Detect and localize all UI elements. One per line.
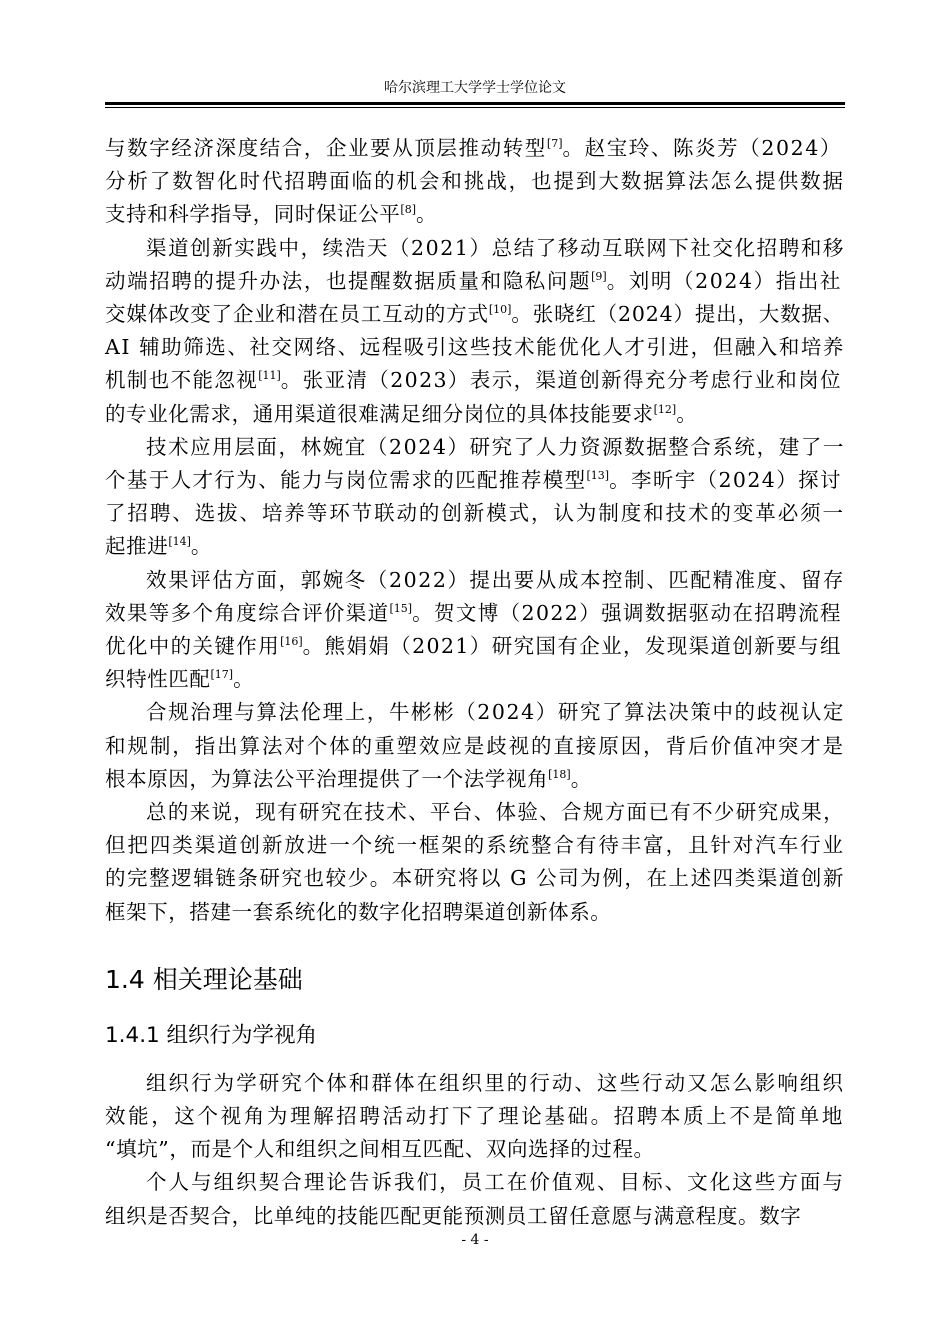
text-line [105, 730, 845, 763]
citation-ref: [13] [586, 469, 610, 483]
text-line [105, 398, 845, 431]
citation-ref: [7] [546, 137, 563, 150]
line-text: 组织是否契合，比单纯的技能匹配更能预测员工留任意愿与满意程度。数字 [105, 1203, 802, 1228]
citation-ref: [16] [280, 635, 303, 649]
line-text: 渠道创新实践中，续浩天（2021）总结了移动互联网下社交化招聘和移 [146, 235, 845, 260]
line-text: 。 [570, 766, 592, 791]
text-line [105, 896, 845, 929]
line-text: 合规治理与算法伦理上，牛彬彬（2024）研究了算法决策中的歧视认定 [146, 700, 845, 725]
line-text: 支持和科学指导，同时保证公平 [105, 202, 401, 227]
body-paragraph [105, 696, 845, 796]
text-line [105, 497, 845, 530]
header-rule-thick [105, 102, 845, 105]
citation-ref: [8] [400, 203, 416, 217]
line-text: 机制也不能忽视 [105, 368, 259, 393]
citation-ref: [14] [168, 535, 191, 549]
page-number: - 4 - [461, 1232, 489, 1248]
line-text: 框架下，搭建一套系统化的数字化招聘渠道创新体系。 [105, 899, 612, 924]
line-text: 分析了数智化时代招聘面临的机会和挑战，也提到大数据算法怎么提供数据 [105, 169, 845, 194]
line-text: 效果等多个角度综合评价渠道 [105, 600, 390, 625]
line-text: 和规制，指出算法对个体的重塑效应是歧视的直接原因，背后价值冲突才是 [105, 733, 845, 758]
text-line [105, 663, 845, 696]
section-heading: 1.4 相关理论基础 [105, 964, 303, 994]
citation-ref: [17] [210, 668, 234, 682]
text-line [105, 1100, 845, 1133]
text-line [105, 829, 845, 862]
text-line [105, 132, 845, 165]
line-text: 个基于人才行为、能力与岗位需求的匹配推荐模型 [105, 468, 587, 493]
text-line [105, 1166, 845, 1199]
line-text: 。张晓红（2024）提出，大数据、 [511, 302, 845, 327]
line-text: 。 [676, 401, 698, 426]
text-line [105, 232, 845, 265]
citation-ref: [15] [389, 601, 413, 615]
text-line [105, 165, 845, 198]
line-text: 。贺文博（2022）强调数据驱动在招聘流程 [412, 600, 842, 625]
citation-ref: [9] [591, 269, 607, 283]
subsection-heading: 1.4.1 组织行为学视角 [105, 1022, 318, 1048]
line-text: 。刘明（2024）指出社 [606, 268, 843, 293]
line-text: 优化中的关键作用 [105, 634, 281, 659]
citation-ref: [10] [488, 303, 512, 317]
line-text: 的完整逻辑链条研究也较少。本研究将以 G 公司为例，在上述四类渠道创新 [105, 866, 845, 891]
literature-review-paragraphs [105, 132, 845, 929]
text-line [105, 1067, 845, 1100]
running-header: 哈尔滨理工大学学士学位论文 [384, 80, 566, 96]
line-text: 根本原因，为算法公平治理提供了一个法学视角 [105, 766, 549, 791]
citation-ref: [12] [653, 402, 677, 416]
theory-paragraphs [105, 1067, 845, 1233]
line-text: 。 [416, 202, 438, 227]
line-text: 效果评估方面，郭婉冬（2022）提出要从成本控制、匹配精准度、留存 [146, 567, 845, 592]
line-text: 技术应用层面，林婉宜（2024）研究了人力资源数据整合系统，建了一 [146, 434, 845, 459]
body-paragraph [105, 1166, 845, 1232]
body-paragraph [105, 564, 845, 697]
body-paragraph [105, 796, 845, 929]
line-text: 个人与组织契合理论告诉我们，员工在价值观、目标、文化这些方面与 [146, 1170, 845, 1195]
text-line [105, 464, 845, 497]
line-text: 了招聘、选拔、培养等环节联动的创新模式，认为制度和技术的变革必须一 [105, 501, 845, 526]
line-text: 织特性匹配 [105, 667, 211, 692]
line-text: 总的来说，现有研究在技术、平台、体验、合规方面已有不少研究成果， [146, 800, 845, 825]
line-text: 。李昕宇（2024）探讨 [609, 468, 842, 493]
line-text: 但把四类渠道创新放进一个统一框架的系统整合有待丰富，且针对汽车行业 [105, 833, 845, 858]
line-text: 交媒体改变了企业和潜在员工互动的方式 [105, 302, 489, 327]
text-line [105, 862, 845, 895]
line-text: 。 [233, 667, 255, 692]
body-paragraph [105, 1067, 845, 1167]
text-line [105, 763, 845, 796]
text-line [105, 630, 845, 663]
text-line [105, 364, 845, 397]
header-rule-thin [105, 107, 845, 108]
text-line [105, 696, 845, 729]
text-line [105, 530, 845, 563]
citation-ref: [11] [258, 369, 281, 383]
text-line [105, 597, 845, 630]
text-line [105, 564, 845, 597]
body-paragraph [105, 431, 845, 564]
line-text: 。赵宝玲、陈炎芳（2024） [562, 136, 843, 160]
line-text: 的专业化需求，通用渠道很难满足细分岗位的具体技能要求 [105, 401, 654, 426]
text-line [105, 796, 845, 829]
text-line [105, 331, 845, 364]
text-line [105, 1133, 845, 1166]
text-line [105, 198, 845, 231]
line-text: AI 辅助筛选、社交网络、远程吸引这些技术能优化人才引进，但融入和培养 [105, 335, 845, 360]
text-line [105, 298, 845, 331]
page-body [105, 132, 845, 1233]
body-paragraph [105, 132, 845, 232]
line-text: 效能，这个视角为理解招聘活动打下了理论基础。招聘本质上不是简单地 [105, 1104, 845, 1129]
line-text: 。张亚清（2023）表示，渠道创新得充分考虑行业和岗位 [280, 368, 842, 393]
text-line [105, 265, 845, 298]
citation-ref: [18] [548, 767, 571, 781]
line-text: 。熊娟娟（2021）研究国有企业，发现渠道创新要与组 [302, 634, 842, 659]
text-line [105, 1200, 845, 1233]
line-text: 。 [190, 534, 213, 559]
line-text: 组织行为学研究个体和群体在组织里的行动、这些行动又怎么影响组织 [146, 1070, 845, 1095]
line-text: 动端招聘的提升办法，也提醒数据质量和隐私问题 [105, 268, 592, 293]
line-text: 起推进 [105, 534, 169, 559]
body-paragraph [105, 232, 845, 431]
line-text: “填坑”，而是个人和组织之间相互匹配、双向选择的过程。 [105, 1137, 655, 1162]
text-line [105, 431, 845, 464]
line-text: 与数字经济深度结合，企业要从顶层推动转型 [105, 136, 547, 160]
